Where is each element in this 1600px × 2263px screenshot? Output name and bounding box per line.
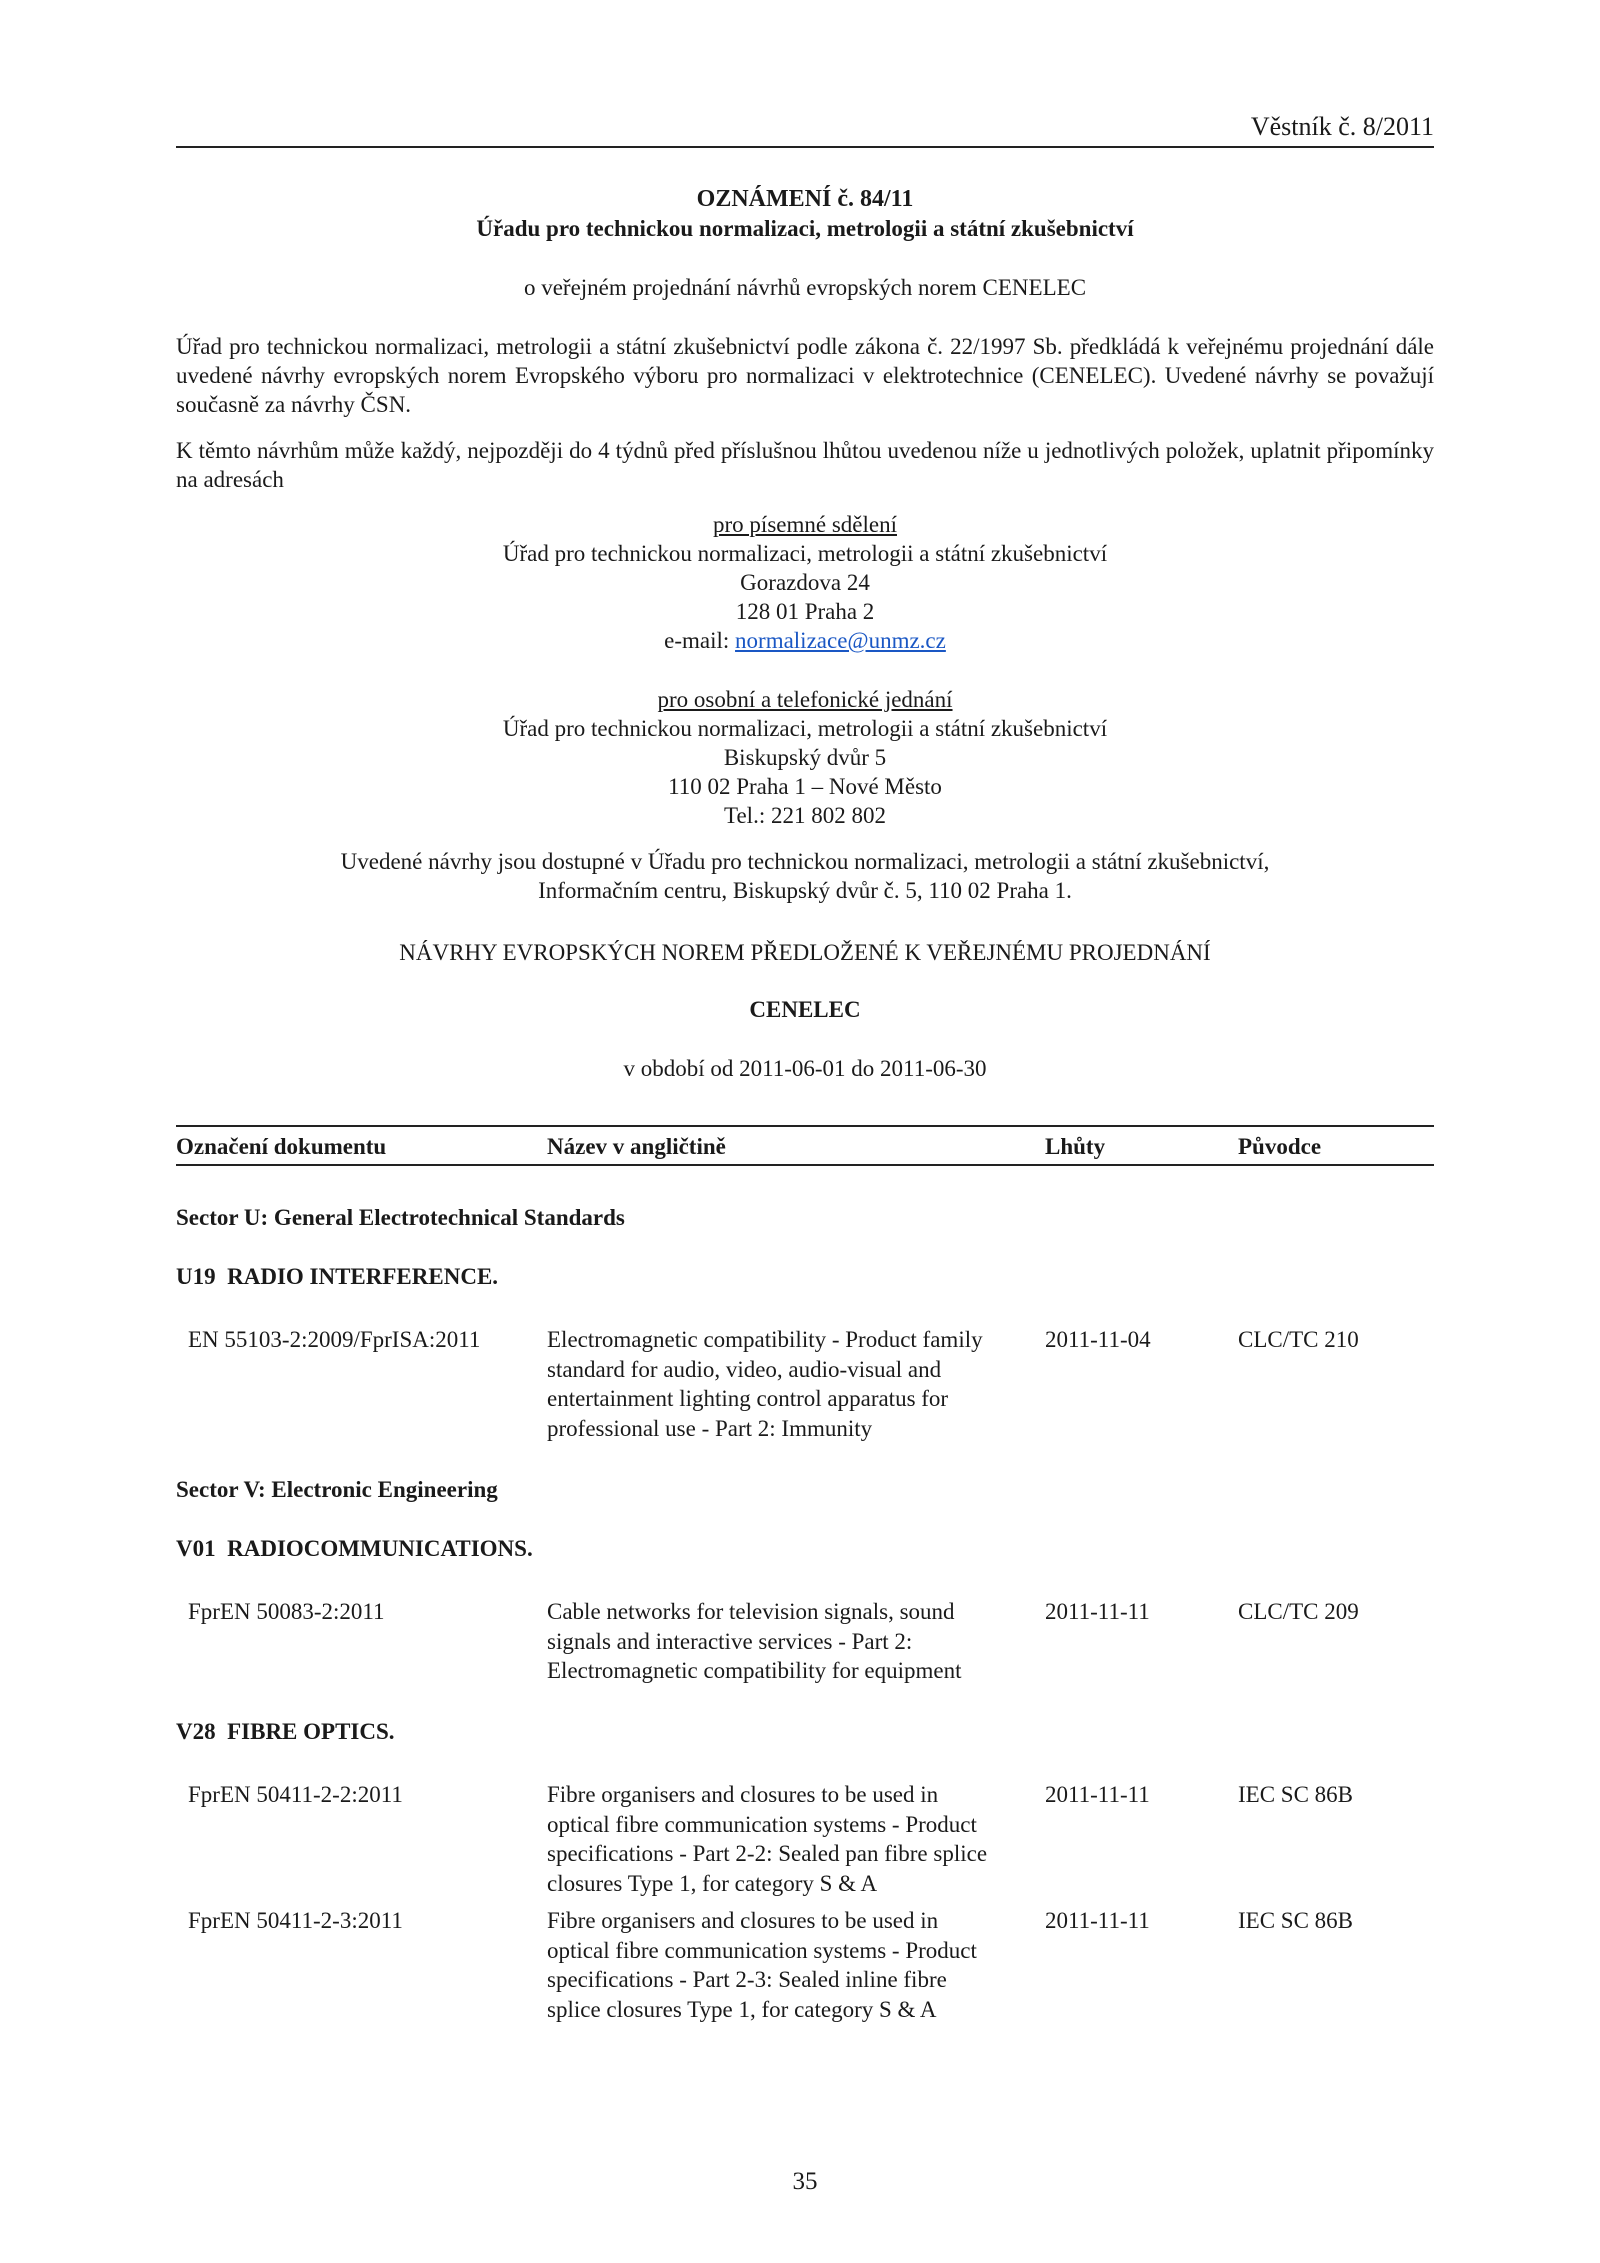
document-title (547, 1780, 1025, 1898)
deadline-date: 2011-11-11 (1045, 1908, 1150, 1933)
title-line: entertainment lighting control apparatus for (547, 1386, 949, 1411)
header-rule (176, 146, 1434, 148)
personal-phone: Tel.: 221 802 802 (724, 803, 886, 828)
period-line: v období od 2011-06-01 do 2011-06-30 (623, 1056, 987, 1081)
written-office: Úřad pro technickou normalizaci, metrologii a státní zkušebnictví (502, 541, 1108, 566)
email-label: e-mail: (664, 628, 736, 653)
written-city: 128 01 Praha 2 (735, 599, 875, 624)
originator: CLC/TC 210 (1238, 1327, 1359, 1352)
deadline-date: 2011-11-04 (1045, 1327, 1151, 1352)
title-line: Cable networks for television signals, sound (547, 1599, 955, 1624)
table-header-rule (176, 1164, 1434, 1166)
table-top-rule (176, 1125, 1434, 1127)
personal-contact-address (176, 685, 1434, 830)
document-title (547, 1906, 1025, 2024)
document-code: EN 55103-2:2009/FprISA:2011 (188, 1327, 481, 1352)
column-header-document: Označení dokumentu (176, 1134, 387, 1159)
sector-heading: Sector U: General Electrotechnical Standards (176, 1205, 625, 1230)
title-line: optical fibre communication systems - Product (547, 1811, 977, 1837)
deadline-date: 2011-11-11 (1045, 1782, 1150, 1807)
title-line: closures Type 1, for category S & A (547, 1870, 878, 1896)
availability-line-1: Uvedené návrhy jsou dostupné v Úřadu pro technickou normalizaci, metrologii a státní zkušebnictví, (340, 849, 1270, 874)
drafts-heading: NÁVRHY EVROPSKÝCH NOREM PŘEDLOŽENÉ K VEŘEJNÉMU PROJEDNÁNÍ (399, 940, 1211, 965)
group-heading: V01 RADIOCOMMUNICATIONS. (176, 1536, 533, 1561)
title-line: Electromagnetic compatibility for equipment (547, 1658, 962, 1683)
availability-note (176, 847, 1434, 905)
intro-paragraph: Úřad pro technickou normalizaci, metrologii a státní zkušebnictví podle zákona č. 22/1997 Sb. předkládá k veřejnému projednání dále uvedené návrhy evropských norem Evropského výboru pro normalizaci v elektrotechnice (CENELEC). Uvedené návrhy se považují současně za návrhy ČSN. (176, 334, 1434, 417)
title-line: Electromagnetic compatibility - Product family (547, 1327, 983, 1352)
group-heading: U19 RADIO INTERFERENCE. (176, 1264, 499, 1289)
comments-paragraph: K těmto návrhům může každý, nejpozději do 4 týdnů před příslušnou lhůtou uvedenou níže u jednotlivých položek, uplatnit připomínky na adresách (176, 438, 1434, 492)
column-header-deadline: Lhůty (1045, 1134, 1106, 1159)
column-header-originator: Původce (1238, 1134, 1322, 1159)
personal-city: 110 02 Praha 1 – Nové Město (668, 774, 942, 799)
originator: IEC SC 86B (1238, 1782, 1354, 1807)
personal-contact-heading: pro osobní a telefonické jednání (657, 687, 953, 712)
document-title (547, 1325, 1025, 1443)
availability-line-2: Informačním centru, Biskupský dvůr č. 5, 110 02 Praha 1. (538, 878, 1072, 903)
page-number: 35 (792, 2168, 818, 2195)
originator: CLC/TC 209 (1238, 1599, 1359, 1624)
notice-issuer: Úřadu pro technickou normalizaci, metrologii a státní zkušebnictví (476, 216, 1134, 241)
title-line: specifications - Part 2-3: Sealed inline fibre (547, 1967, 947, 1992)
organisation-heading: CENELEC (749, 997, 861, 1022)
title-line: Fibre organisers and closures to be used in (547, 1782, 939, 1807)
title-line: splice closures Type 1, for category S & A (547, 1996, 937, 2022)
written-contact-heading: pro písemné sdělení (713, 512, 897, 537)
document-code: FprEN 50083-2:2011 (188, 1599, 385, 1624)
personal-office: Úřad pro technickou normalizaci, metrologii a státní zkušebnictví (502, 716, 1108, 741)
title-line: signals and interactive services - Part 2: (547, 1628, 913, 1654)
deadline-date: 2011-11-11 (1045, 1599, 1150, 1624)
written-street: Gorazdova 24 (740, 570, 870, 595)
notice-subject: o veřejném projednání návrhů evropských norem CENELEC (523, 275, 1087, 300)
title-line: optical fibre communication systems - Product (547, 1937, 977, 1963)
document-code: FprEN 50411-2-3:2011 (188, 1908, 403, 1933)
column-header-title: Název v angličtině (547, 1134, 726, 1159)
notice-title: OZNÁMENÍ č. 84/11 (696, 186, 914, 212)
title-line: specifications - Part 2-2: Sealed pan fibre splice (547, 1841, 988, 1866)
running-header: Věstník č. 8/2011 (1250, 112, 1434, 141)
sector-heading: Sector V: Electronic Engineering (176, 1477, 498, 1502)
title-line: Fibre organisers and closures to be used in (547, 1908, 939, 1933)
group-heading: V28 FIBRE OPTICS. (176, 1719, 395, 1744)
personal-street: Biskupský dvůr 5 (723, 745, 887, 770)
title-line: standard for audio, video, audio-visual and (547, 1356, 942, 1382)
written-contact-address (176, 510, 1434, 655)
email-link[interactable]: normalizace@unmz.cz (735, 628, 946, 653)
document-title (547, 1597, 1025, 1686)
originator: IEC SC 86B (1238, 1908, 1354, 1933)
title-line: professional use - Part 2: Immunity (547, 1415, 873, 1441)
document-code: FprEN 50411-2-2:2011 (188, 1782, 403, 1807)
